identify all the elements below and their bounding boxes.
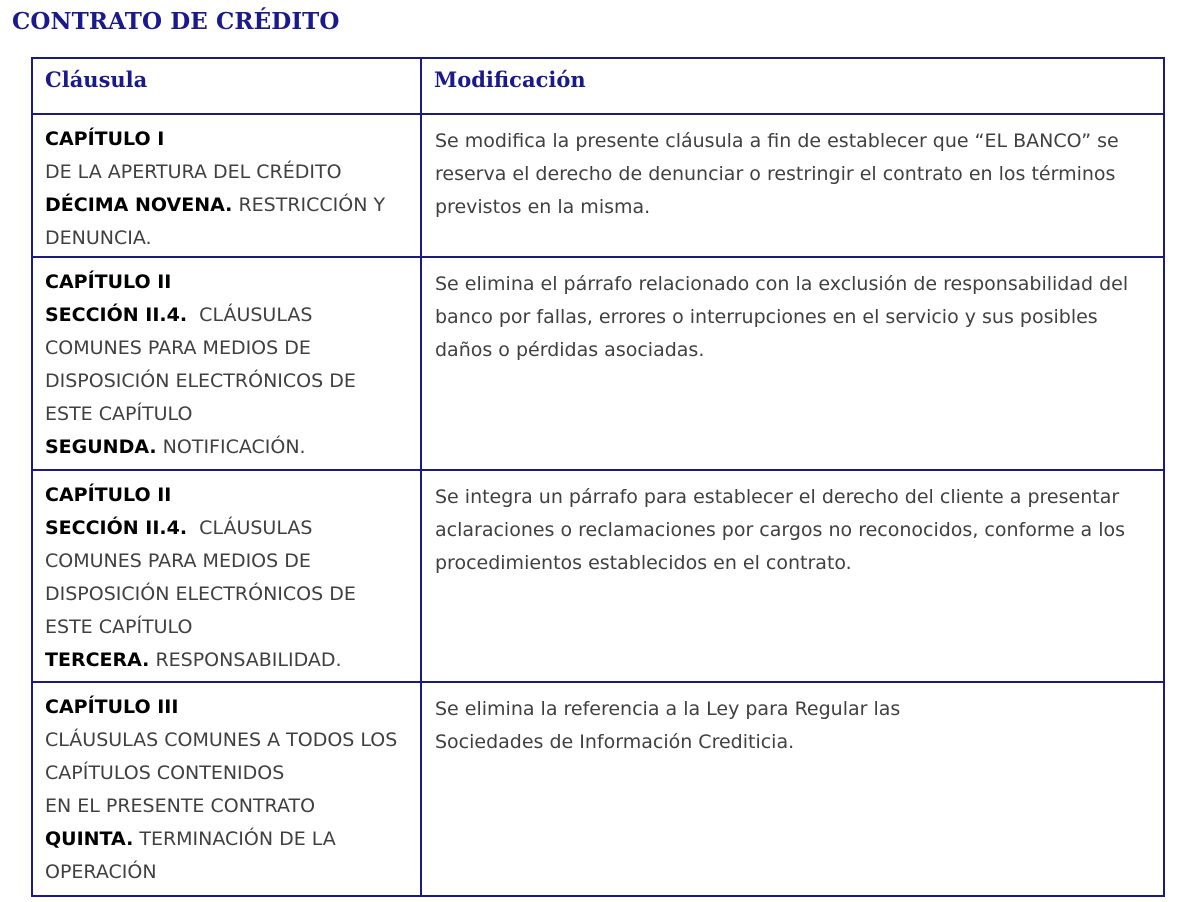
clause-title-line: RESTRICCIÓN Y bbox=[232, 194, 386, 216]
clause-title-line: DENUNCIA. bbox=[45, 227, 152, 249]
chapter-label: CAPÍTULO II bbox=[45, 271, 172, 293]
column-header-clause: Cláusula bbox=[32, 58, 421, 114]
section-number: SECCIÓN II.4. bbox=[45, 517, 188, 539]
table-row bbox=[32, 257, 1164, 470]
table-header-row bbox=[32, 58, 1164, 114]
modification-cell: Se elimina el párrafo relacionado con la exclusión de responsabilidad del banco por fallas, errores o interrupciones en el servicio y sus posibles daños o pérdidas asociadas. bbox=[421, 257, 1164, 470]
section-line: EN EL PRESENTE CONTRATO bbox=[45, 795, 316, 817]
clause-number: SEGUNDA. bbox=[45, 436, 157, 458]
modification-line: Sociedades de Información Crediticia. bbox=[435, 731, 795, 753]
clause-number: DÉCIMA NOVENA. bbox=[45, 194, 233, 216]
clause-cell bbox=[32, 114, 421, 257]
clause-cell bbox=[32, 682, 421, 896]
section-line: DE LA APERTURA DEL CRÉDITO bbox=[45, 161, 342, 183]
modification-cell: Se modifica la presente cláusula a fin de establecer que “EL BANCO” se reserva el derecho de denunciar o restringir el contrato en los términos previstos en la misma. bbox=[421, 114, 1164, 257]
chapter-label: CAPÍTULO II bbox=[45, 484, 172, 506]
section-line: CAPÍTULOS CONTENIDOS bbox=[45, 762, 285, 784]
clause-title-line: TERMINACIÓN DE LA bbox=[133, 828, 336, 850]
clauses-table bbox=[31, 57, 1165, 897]
chapter-label: CAPÍTULO III bbox=[45, 696, 179, 718]
clause-cell bbox=[32, 470, 421, 682]
clause-number: QUINTA. bbox=[45, 828, 134, 850]
section-line: ESTE CAPÍTULO bbox=[45, 403, 193, 425]
clause-cell bbox=[32, 257, 421, 470]
table-row bbox=[32, 470, 1164, 682]
section-number: SECCIÓN II.4. bbox=[45, 304, 188, 326]
section-line: CLÁUSULAS bbox=[187, 517, 313, 539]
modification-cell: Se integra un párrafo para establecer el derecho del cliente a presentar aclaraciones o reclamaciones por cargos no reconocidos, conforme a los procedimientos establecidos en el contrato. bbox=[421, 470, 1164, 682]
clause-number: TERCERA. bbox=[45, 649, 150, 671]
section-line: CLÁUSULAS bbox=[187, 304, 313, 326]
clause-title-line: NOTIFICACIÓN. bbox=[156, 436, 306, 458]
section-line: COMUNES PARA MEDIOS DE bbox=[45, 550, 311, 572]
section-line: CLÁUSULAS COMUNES A TODOS LOS bbox=[45, 729, 398, 751]
table-row bbox=[32, 114, 1164, 257]
modification-line: Se elimina la referencia a la Ley para Regular las bbox=[435, 698, 901, 720]
document-title: CONTRATO DE CRÉDITO bbox=[12, 8, 340, 35]
clause-title-line: OPERACIÓN bbox=[45, 861, 157, 883]
section-line: COMUNES PARA MEDIOS DE bbox=[45, 337, 311, 359]
section-line: DISPOSICIÓN ELECTRÓNICOS DE bbox=[45, 370, 356, 392]
clause-title-line: RESPONSABILIDAD. bbox=[149, 649, 342, 671]
column-header-modification: Modificación bbox=[421, 58, 1164, 114]
modification-cell bbox=[421, 682, 1164, 896]
section-line: ESTE CAPÍTULO bbox=[45, 616, 193, 638]
section-line: DISPOSICIÓN ELECTRÓNICOS DE bbox=[45, 583, 356, 605]
table-row bbox=[32, 682, 1164, 896]
chapter-label: CAPÍTULO I bbox=[45, 128, 165, 150]
